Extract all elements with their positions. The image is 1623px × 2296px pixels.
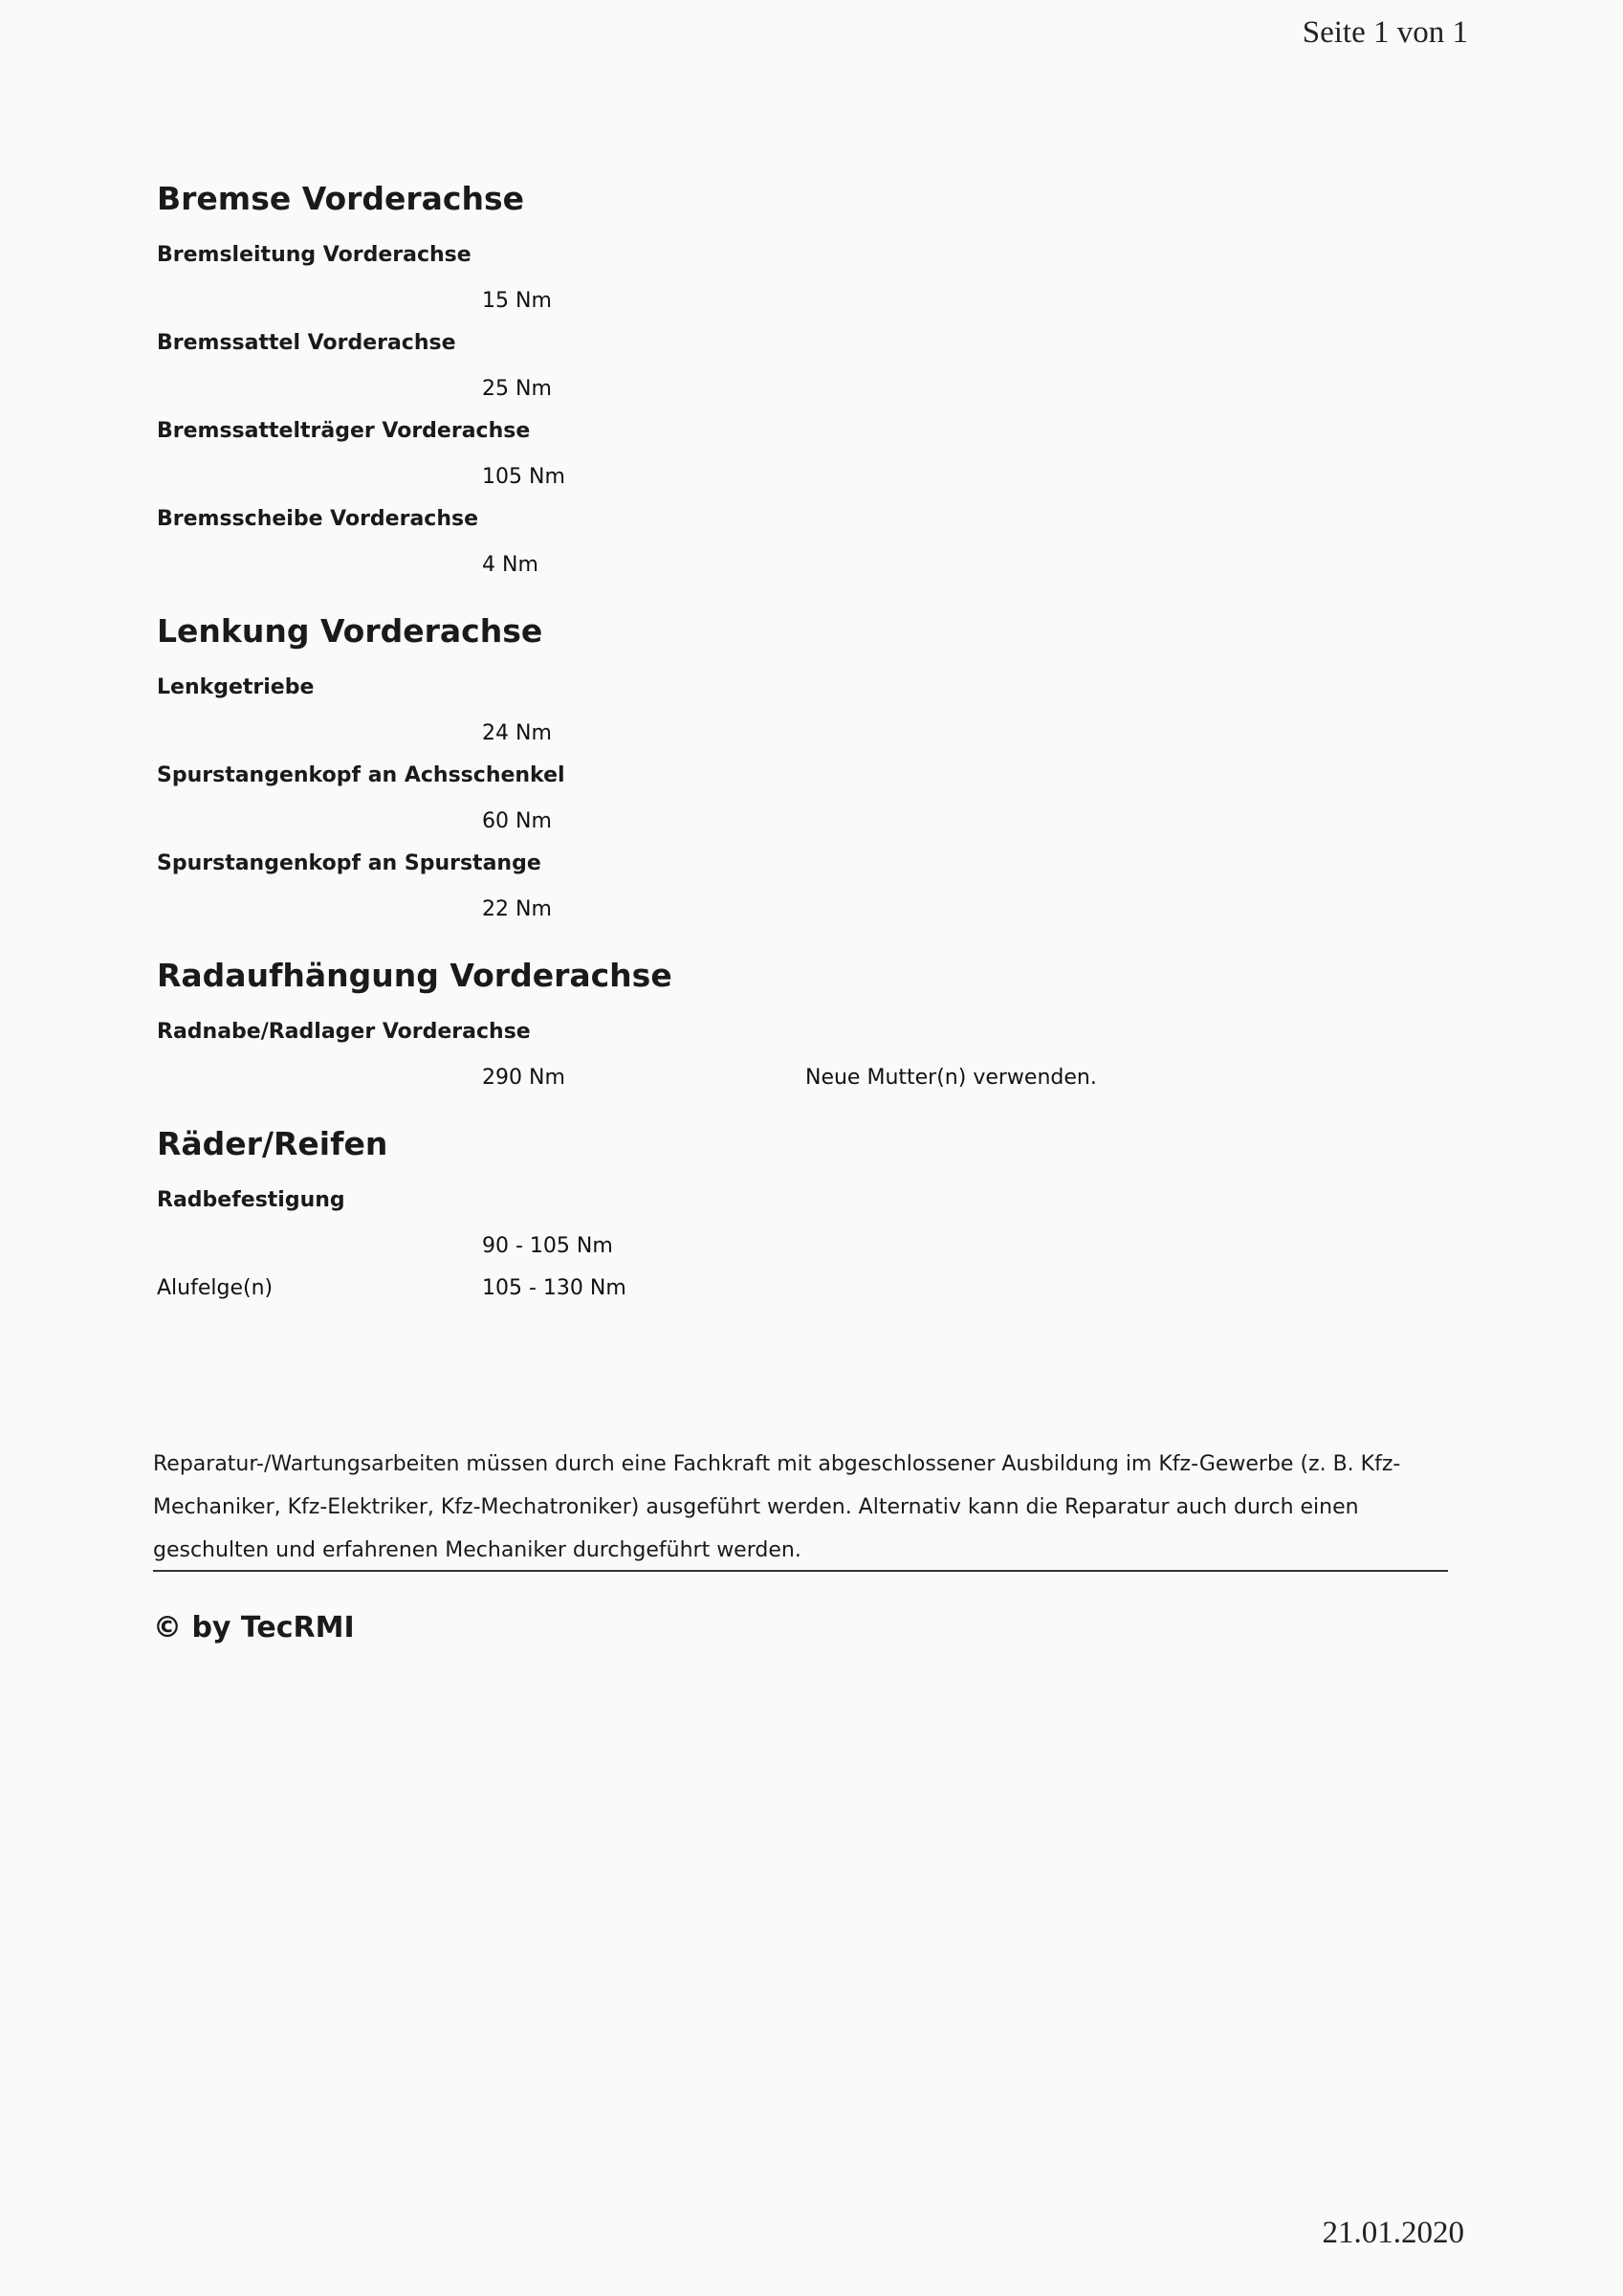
spec-item-name: Radbefestigung (157, 1188, 345, 1212)
spec-item (157, 1186, 1458, 1261)
spec-item-value: 24 Nm (482, 721, 552, 745)
section-title: Räder/Reifen (157, 1125, 388, 1162)
spec-item (157, 505, 1458, 580)
spec-item-value: 22 Nm (482, 897, 552, 921)
spec-item (157, 673, 1458, 748)
section-title: Bremse Vorderachse (157, 180, 525, 217)
spec-item (157, 762, 1458, 836)
spec-item-name: Spurstangenkopf an Achsschenkel (157, 763, 565, 787)
spec-item-name: Spurstangenkopf an Spurstange (157, 851, 541, 875)
spec-subitem (157, 1274, 1458, 1303)
spec-item (157, 417, 1458, 492)
section-raeder-reifen (157, 1123, 1458, 1303)
spec-item (157, 1018, 1458, 1093)
spec-item-name: Bremssattel Vorderachse (157, 331, 456, 355)
torque-spec-list (157, 178, 1458, 1316)
section-bremse-vorderachse (157, 178, 1458, 580)
spec-item-name: Bremssattelträger Vorderachse (157, 419, 531, 443)
disclaimer-text: Reparatur-/Wartungsarbeiten müssen durch eine Fachkraft mit abgeschlossener Ausbildung im Kfz-Gewerbe (z. B. Kfz-Mechaniker, Kfz-Elektriker, Kfz-Mechatroniker) ausgeführt werden. Alternativ kann die Reparatur auch durch einen geschulten und erfahrenen Mechaniker durchgeführt werden. (153, 1452, 1401, 1562)
spec-item (157, 850, 1458, 924)
section-lenkung-vorderachse (157, 610, 1458, 924)
spec-item-name: Lenkgetriebe (157, 675, 315, 699)
spec-subitem-label: Alufelge(n) (157, 1276, 274, 1300)
spec-item-value: 4 Nm (482, 553, 538, 577)
spec-item-name: Radnabe/Radlager Vorderachse (157, 1020, 531, 1044)
spec-item (157, 329, 1458, 404)
spec-item-name: Bremsleitung Vorderachse (157, 243, 472, 267)
spec-item (157, 241, 1458, 316)
divider (153, 1570, 1448, 1572)
copyright: © by TecRMI (153, 1611, 355, 1645)
spec-item-value: 60 Nm (482, 809, 552, 833)
spec-item-name: Bremsscheibe Vorderachse (157, 507, 479, 531)
spec-item-value: 25 Nm (482, 377, 552, 401)
section-title: Radaufhängung Vorderachse (157, 957, 672, 994)
spec-item-value: 15 Nm (482, 289, 552, 313)
spec-item-value: 290 Nm (482, 1066, 565, 1090)
spec-item-value: 105 Nm (482, 465, 565, 489)
page-number: Seite 1 von 1 (1302, 15, 1468, 50)
footer-date: 21.01.2020 (1322, 2216, 1464, 2250)
section-title: Lenkung Vorderachse (157, 612, 543, 650)
section-radaufhaengung-vorderachse (157, 955, 1458, 1093)
spec-item-note: Neue Mutter(n) verwenden. (805, 1066, 1097, 1090)
spec-subitem-value: 105 - 130 Nm (482, 1276, 626, 1300)
spec-item-value: 90 - 105 Nm (482, 1234, 613, 1258)
